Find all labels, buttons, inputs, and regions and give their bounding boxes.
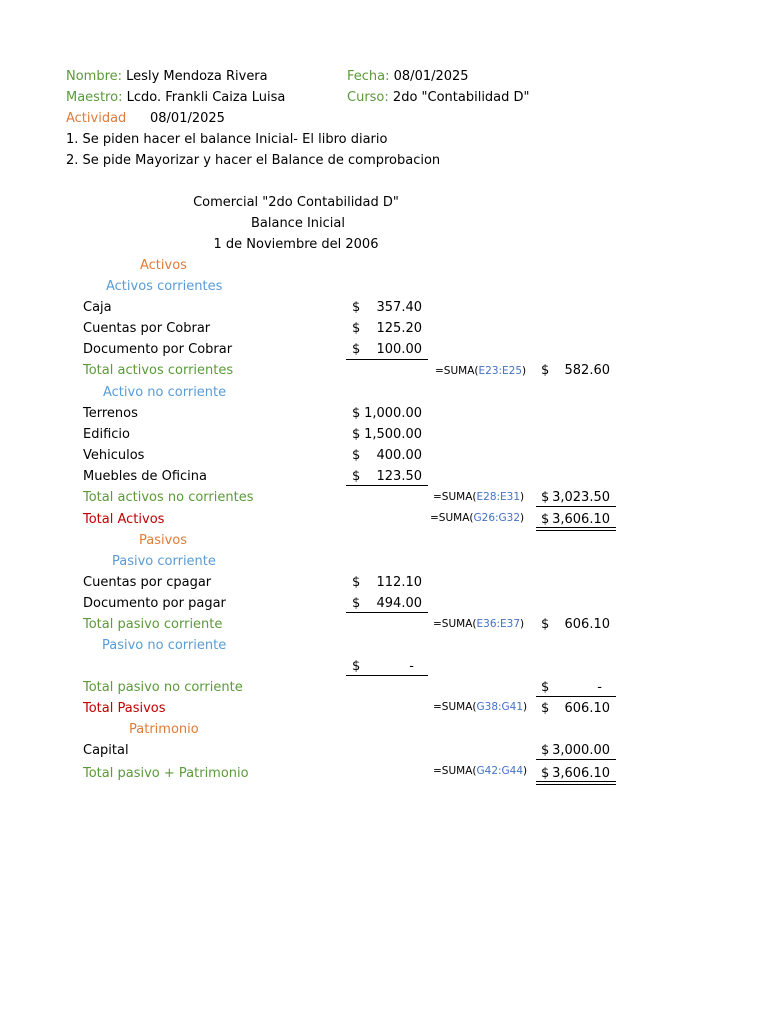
formula-fn: =SUMA( <box>433 491 477 503</box>
report-title: Balance Inicial <box>250 216 345 231</box>
curso-field <box>347 90 530 106</box>
formula-ref: G42:G44 <box>476 765 524 777</box>
row-label-vehiculos: Vehiculos <box>83 448 145 463</box>
row-amount-muebles: 123.50 <box>376 469 422 484</box>
row-amount-cuentas-pagar: 112.10 <box>376 575 422 590</box>
actividad-label: Actividad <box>66 111 127 126</box>
fecha-value: 08/01/2025 <box>393 69 469 84</box>
row-label-edificio: Edificio <box>83 427 130 442</box>
currency-symbol: $ <box>541 490 550 505</box>
formula-pasivo-patrimonio <box>433 764 527 778</box>
row-label-caja: Caja <box>83 300 112 315</box>
row-label-documento-cobrar: Documento por Cobrar <box>83 342 233 357</box>
row-label-cuentas-pagar: Cuentas por cpagar <box>83 575 212 590</box>
formula-activos-corrientes <box>435 364 526 378</box>
maestro-field <box>66 90 285 106</box>
report-date: 1 de Noviembre del 2006 <box>213 237 379 252</box>
total-amount-pasivo-patrimonio: 3,606.10 <box>552 766 610 781</box>
section-pasivo-corriente: Pasivo corriente <box>112 554 216 569</box>
row-amount-terrenos: 1,000.00 <box>364 406 422 421</box>
row-label-cuentas-cobrar: Cuentas por Cobrar <box>83 321 211 336</box>
formula-end: ) <box>520 491 525 503</box>
company-title: Comercial "2do Contabilidad D" <box>193 195 399 210</box>
double-line-top <box>536 781 616 782</box>
section-pasivos: Pasivos <box>139 533 188 548</box>
row-amount-documento-pagar: 494.00 <box>376 596 422 611</box>
subtotal-line <box>346 675 428 676</box>
double-line-bottom <box>536 530 616 531</box>
total-amount-pasivo-no-corriente: - <box>597 680 602 695</box>
row-total-capital: 3,000.00 <box>552 743 610 758</box>
fecha-field <box>347 69 469 85</box>
currency-symbol: $ <box>352 596 361 611</box>
formula-end: ) <box>520 618 525 630</box>
currency-symbol: $ <box>541 617 550 632</box>
section-pasivo-no-corriente: Pasivo no corriente <box>102 638 227 653</box>
formula-end: ) <box>522 365 527 377</box>
row-label-documento-pagar: Documento por pagar <box>83 596 226 611</box>
total-label-activos-no-corrientes: Total activos no corrientes <box>83 490 254 505</box>
formula-ref: E23:E25 <box>478 365 523 377</box>
currency-symbol: $ <box>352 427 361 442</box>
subtotal-line <box>346 485 428 486</box>
task-2: 2. Se pide Mayorizar y hacer el Balance de comprobacion <box>66 153 441 168</box>
row-amount-documento-cobrar: 100.00 <box>376 342 422 357</box>
row-label-capital: Capital <box>83 743 129 758</box>
total-line <box>536 506 616 507</box>
formula-fn: =SUMA( <box>433 618 477 630</box>
formula-ref: E28:E31 <box>476 491 521 503</box>
currency-symbol: $ <box>352 321 361 336</box>
row-amount-edificio: 1,500.00 <box>364 427 422 442</box>
formula-pasivos <box>433 700 527 714</box>
total-label-pasivo-patrimonio: Total pasivo + Patrimonio <box>83 766 249 781</box>
currency-symbol: $ <box>541 701 550 716</box>
row-amount-caja: 357.40 <box>376 300 422 315</box>
formula-pasivo-corriente <box>433 617 524 631</box>
currency-symbol: $ <box>541 680 550 695</box>
curso-label: Curso: <box>347 90 389 105</box>
total-label-pasivo-no-corriente: Total pasivo no corriente <box>83 680 243 695</box>
total-amount-pasivos: 606.10 <box>564 701 610 716</box>
formula-end: ) <box>523 701 528 713</box>
total-label-pasivo-corriente: Total pasivo corriente <box>83 617 223 632</box>
actividad-value: 08/01/2025 <box>150 111 225 126</box>
total-label-pasivos: Total Pasivos <box>83 701 166 716</box>
maestro-value: Lcdo. Frankli Caiza Luisa <box>126 90 286 105</box>
formula-fn: =SUMA( <box>433 701 477 713</box>
subtotal-line <box>346 359 428 360</box>
currency-symbol: $ <box>352 300 361 315</box>
currency-symbol: $ <box>541 766 550 781</box>
section-activo-no-corriente: Activo no corriente <box>103 385 227 400</box>
formula-end: ) <box>520 512 525 524</box>
row-amount-pasivo-nc-blank: - <box>409 659 414 674</box>
formula-fn: =SUMA( <box>430 512 474 524</box>
curso-value: 2do "Contabilidad D" <box>392 90 530 105</box>
nombre-value: Lesly Mendoza Rivera <box>126 69 268 84</box>
currency-symbol: $ <box>352 342 361 357</box>
formula-ref: G38:G41 <box>476 701 524 713</box>
currency-symbol: $ <box>541 743 550 758</box>
currency-symbol: $ <box>352 575 361 590</box>
row-label-terrenos: Terrenos <box>83 406 138 421</box>
total-label-activos: Total Activos <box>83 512 165 527</box>
currency-symbol: $ <box>352 469 361 484</box>
currency-symbol: $ <box>541 363 550 378</box>
row-amount-vehiculos: 400.00 <box>376 448 422 463</box>
total-amount-activos: 3,606.10 <box>552 512 610 527</box>
currency-symbol: $ <box>352 448 361 463</box>
currency-symbol: $ <box>352 659 361 674</box>
total-line <box>536 696 616 697</box>
section-patrimonio: Patrimonio <box>129 722 199 737</box>
currency-symbol: $ <box>352 406 361 421</box>
double-line-top <box>536 527 616 528</box>
nombre-label: Nombre: <box>66 69 123 84</box>
formula-fn: =SUMA( <box>435 365 479 377</box>
section-activos: Activos <box>140 258 187 273</box>
fecha-label: Fecha: <box>347 69 390 84</box>
row-label-muebles: Muebles de Oficina <box>83 469 207 484</box>
total-amount-activos-corrientes: 582.60 <box>564 363 610 378</box>
subtotal-line <box>346 612 428 613</box>
formula-ref: G26:G32 <box>473 512 521 524</box>
formula-ref: E36:E37 <box>476 618 521 630</box>
row-amount-cuentas-cobrar: 125.20 <box>376 321 422 336</box>
nombre-field <box>66 69 268 85</box>
total-label-activos-corrientes: Total activos corrientes <box>83 363 234 378</box>
formula-activos-no-corrientes <box>433 490 524 504</box>
section-activos-corrientes: Activos corrientes <box>106 279 223 294</box>
double-line-bottom <box>536 784 616 785</box>
formula-fn: =SUMA( <box>433 765 477 777</box>
formula-activos <box>430 511 524 525</box>
formula-end: ) <box>523 765 528 777</box>
total-amount-activos-no-corrientes: 3,023.50 <box>552 490 610 505</box>
maestro-label: Maestro: <box>66 90 123 105</box>
total-line <box>536 759 616 760</box>
task-1: 1. Se piden hacer el balance Inicial- El libro diario <box>66 132 388 147</box>
total-amount-pasivo-corriente: 606.10 <box>564 617 610 632</box>
currency-symbol: $ <box>541 512 550 527</box>
